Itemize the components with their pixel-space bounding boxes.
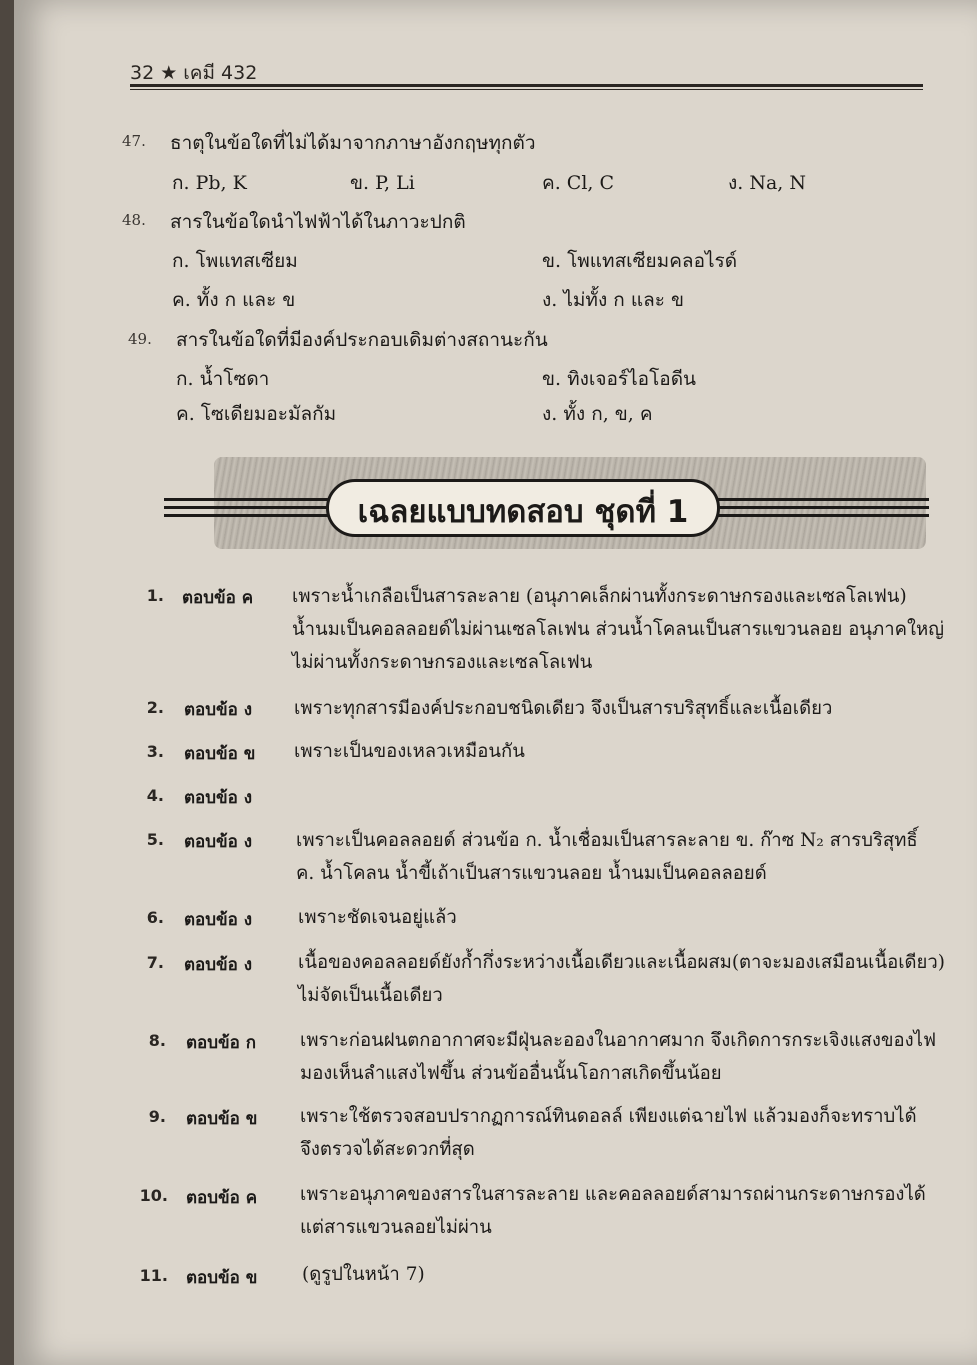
question-number: 49. — [128, 330, 152, 348]
answer-number: 4. — [146, 786, 164, 805]
answer-number: 11. — [139, 1266, 168, 1285]
answer-number: 6. — [146, 908, 164, 927]
answer-number: 1. — [146, 586, 164, 605]
answer-explanation: เพราะเป็นของเหลวเหมือนกัน — [294, 741, 525, 762]
answer-explanation: เพราะชัดเจนอยู่แล้ว — [298, 907, 457, 928]
question-option: ง. ทั้ง ก, ข, ค — [542, 403, 653, 425]
question-option: ค. Cl, C — [542, 172, 615, 194]
answer-label: ตอบข้อ ง — [184, 910, 253, 930]
header-rule — [130, 84, 923, 87]
answer-number: 3. — [146, 742, 164, 761]
answer-explanation: (ดูรูปในหน้า 7) — [302, 1264, 425, 1285]
answer-label: ตอบข้อ ข — [184, 744, 256, 764]
question-option: ค. ทั้ง ก และ ข — [172, 289, 296, 311]
question-text: สารในข้อใดนำไฟฟ้าได้ในภาวะปกติ — [170, 211, 466, 233]
answer-explanation: เพราะอนุภาคของสารในสารละลาย และคอลลอยด์สามารถผ่านกระดาษกรองได้ แต่สารแขวนลอยไม่ผ่าน — [300, 1184, 926, 1238]
answer-key-title: เฉลยแบบทดสอบ ชุดที่ 1 — [357, 494, 689, 530]
question-option: ก. โพแทสเซียม — [172, 250, 298, 272]
answer-label: ตอบข้อ ง — [184, 700, 253, 720]
question-number: 47. — [122, 132, 146, 150]
question-option: ง. Na, N — [728, 172, 807, 194]
question-option: ข. โพแทสเซียมคลอไรด์ — [542, 250, 738, 272]
answer-explanation: เพราะเป็นคอลลอยด์ ส่วนข้อ ก. น้ำเชื่อมเป็นสารละลาย ข. ก๊าซ N₂ สารบริสุทธิ์ ค. น้ำโคลน น้ำขี้เถ้าเป็นสารแขวนลอย น้ำนมเป็นคอลลอยด์ — [296, 830, 918, 884]
question-option: ง. ไม่ทั้ง ก และ ข — [542, 289, 684, 311]
answer-label: ตอบข้อ ง — [184, 788, 253, 808]
page-header: 32 ★ เคมี 432 — [130, 62, 258, 84]
header-rule-thin — [130, 89, 923, 90]
answer-label: ตอบข้อ ค — [182, 588, 254, 608]
question-option: ก. น้ำโซดา — [176, 368, 270, 390]
answer-explanation: เพราะน้ำเกลือเป็นสารละลาย (อนุภาคเล็กผ่านทั้งกระดาษกรองและเซลโลเฟน) น้ำนมเป็นคอลลอยด์ไม่ผ่านเซลโลเฟน ส่วนน้ำโคลนเป็นสารแขวนลอย อนุภาคใหญ่ ไม่ผ่านทั้งกระดาษกรองและเซลโลเฟน — [292, 586, 944, 673]
answer-label: ตอบข้อ ก — [186, 1033, 257, 1053]
question-option: ก. Pb, K — [172, 172, 247, 194]
answer-label: ตอบข้อ ข — [186, 1268, 258, 1288]
answer-number: 9. — [148, 1107, 166, 1126]
answer-label: ตอบข้อ ง — [184, 955, 253, 975]
question-text: สารในข้อใดที่มีองค์ประกอบเดิมต่างสถานะกัน — [176, 329, 548, 351]
answer-number: 5. — [146, 830, 164, 849]
answer-label: ตอบข้อ ง — [184, 832, 253, 852]
question-option: ค. โซเดียมอะมัลกัม — [176, 403, 337, 425]
book-page — [14, 0, 977, 1365]
answer-number: 8. — [148, 1031, 166, 1050]
question-option: ข. ทิงเจอร์ไอโอดีน — [542, 368, 697, 390]
answer-explanation: เพราะใช้ตรวจสอบปรากฏการณ์ทินดอลล์ เพียงแต่ฉายไฟ แล้วมองก็จะทราบได้ จึงตรวจได้สะดวกที่สุด — [300, 1106, 917, 1160]
question-text: ธาตุในข้อใดที่ไม่ได้มาจากภาษาอังกฤษทุกตัว — [170, 132, 536, 154]
answer-explanation: เพราะทุกสารมีองค์ประกอบชนิดเดียว จึงเป็นสารบริสุทธิ์และเนื้อเดียว — [294, 698, 833, 719]
answer-number: 10. — [139, 1186, 168, 1205]
book-spine-edge — [0, 0, 14, 1365]
answer-number: 7. — [146, 953, 164, 972]
answer-label: ตอบข้อ ค — [186, 1188, 258, 1208]
answer-explanation: เนื้อของคอลลอยด์ยังก้ำกึ่งระหว่างเนื้อเดียวและเนื้อผสม(ตาจะมองเสมือนเนื้อเดียว) ไม่จัดเป็นเนื้อเดียว — [298, 952, 945, 1006]
answer-label: ตอบข้อ ข — [186, 1109, 258, 1129]
question-option: ข. P, Li — [350, 172, 415, 194]
answer-explanation: เพราะก่อนฝนตกอากาศจะมีฝุ่นละอองในอากาศมาก จึงเกิดการกระเจิงแสงของไฟ มองเห็นลำแสงไฟขึ้น ส่วนข้ออื่นนั้นโอกาสเกิดขึ้นน้อย — [300, 1030, 937, 1084]
question-number: 48. — [122, 211, 146, 229]
answer-number: 2. — [146, 698, 164, 717]
